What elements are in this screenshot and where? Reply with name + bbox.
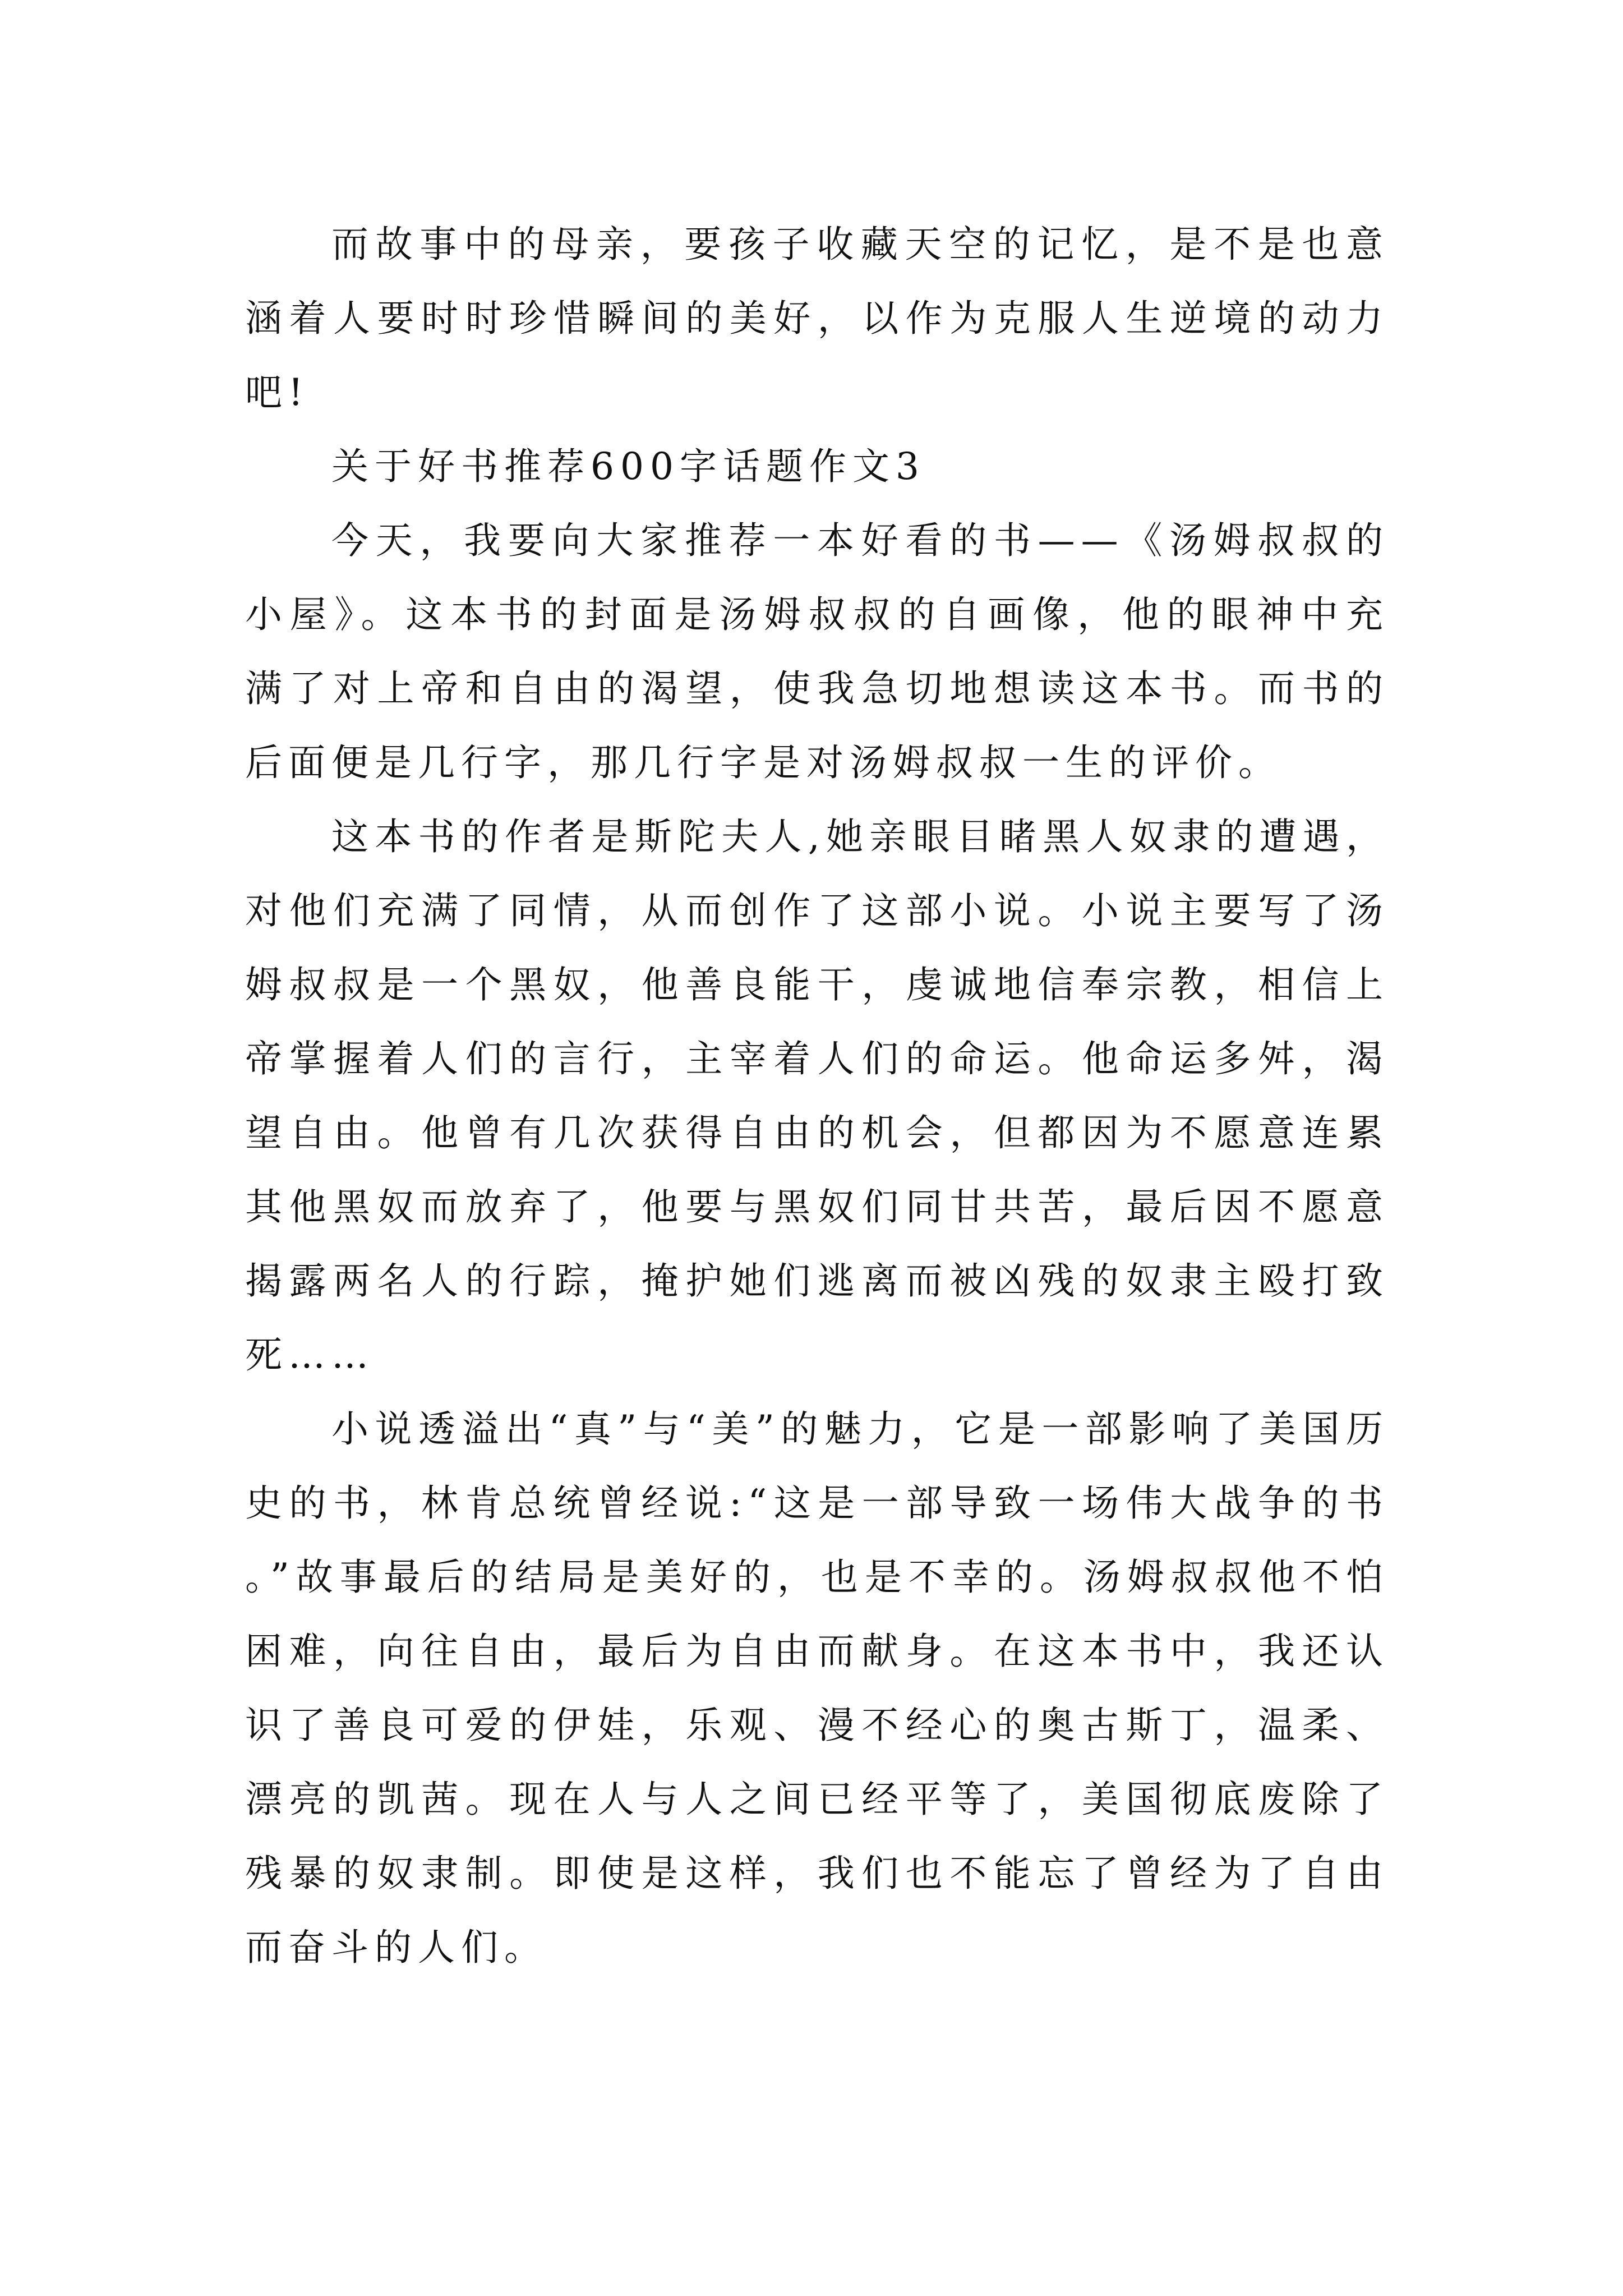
paragraph-mother-memory: 而故事中的母亲，要孩子收藏天空的记忆，是不是也意涵着人要时时珍惜瞬间的美好，以作为克服人生逆境的动力吧!	[245, 223, 1389, 414]
document-body	[245, 208, 1389, 1985]
paragraph-author-plot: 这本书的作者是斯陀夫人,她亲眼目睹黑人奴隶的遭遇，对他们充满了同情，从而创作了这部小说。小说主要写了汤姆叔叔是一个黑奴，他善良能干，虔诚地信奉宗教，相信上帝掌握着人们的言行，主宰着人们的命运。他命运多舛，渴望自由。他曾有几次获得自由的机会，但都因为不愿意连累其他黑奴而放弃了，他要与黑奴们同甘共苦，最后因不愿意揭露两名人的行踪，掩护她们逃离而被凶残的奴隶主殴打致死……	[245, 815, 1389, 1377]
paragraph-book-intro: 今天，我要向大家推荐一本好看的书——《汤姆叔叔的小屋》。这本书的封面是汤姆叔叔的自画像，他的眼神中充满了对上帝和自由的渴望，使我急切地想读这本书。而书的后面便是几行字，那几行字是对汤姆叔叔一生的评价。	[245, 519, 1389, 784]
paragraph-reflection: 小说透溢出“真”与“美”的魅力，它是一部影响了美国历史的书，林肯总统曾经说:“这是一部导致一场伟大战争的书。”故事最后的结局是美好的，也是不幸的。汤姆叔叔他不怕困难，向往自由，最后为自由而献身。在这本书中，我还认识了善良可爱的伊娃，乐观、漫不经心的奥古斯丁，温柔、漂亮的凯茜。现在人与人之间已经平等了，美国彻底废除了残暴的奴隶制。即使是这样，我们也不能忘了曾经为了自由而奋斗的人们。	[245, 1407, 1389, 1969]
essay-heading: 关于好书推荐600字话题作文3	[331, 445, 925, 488]
